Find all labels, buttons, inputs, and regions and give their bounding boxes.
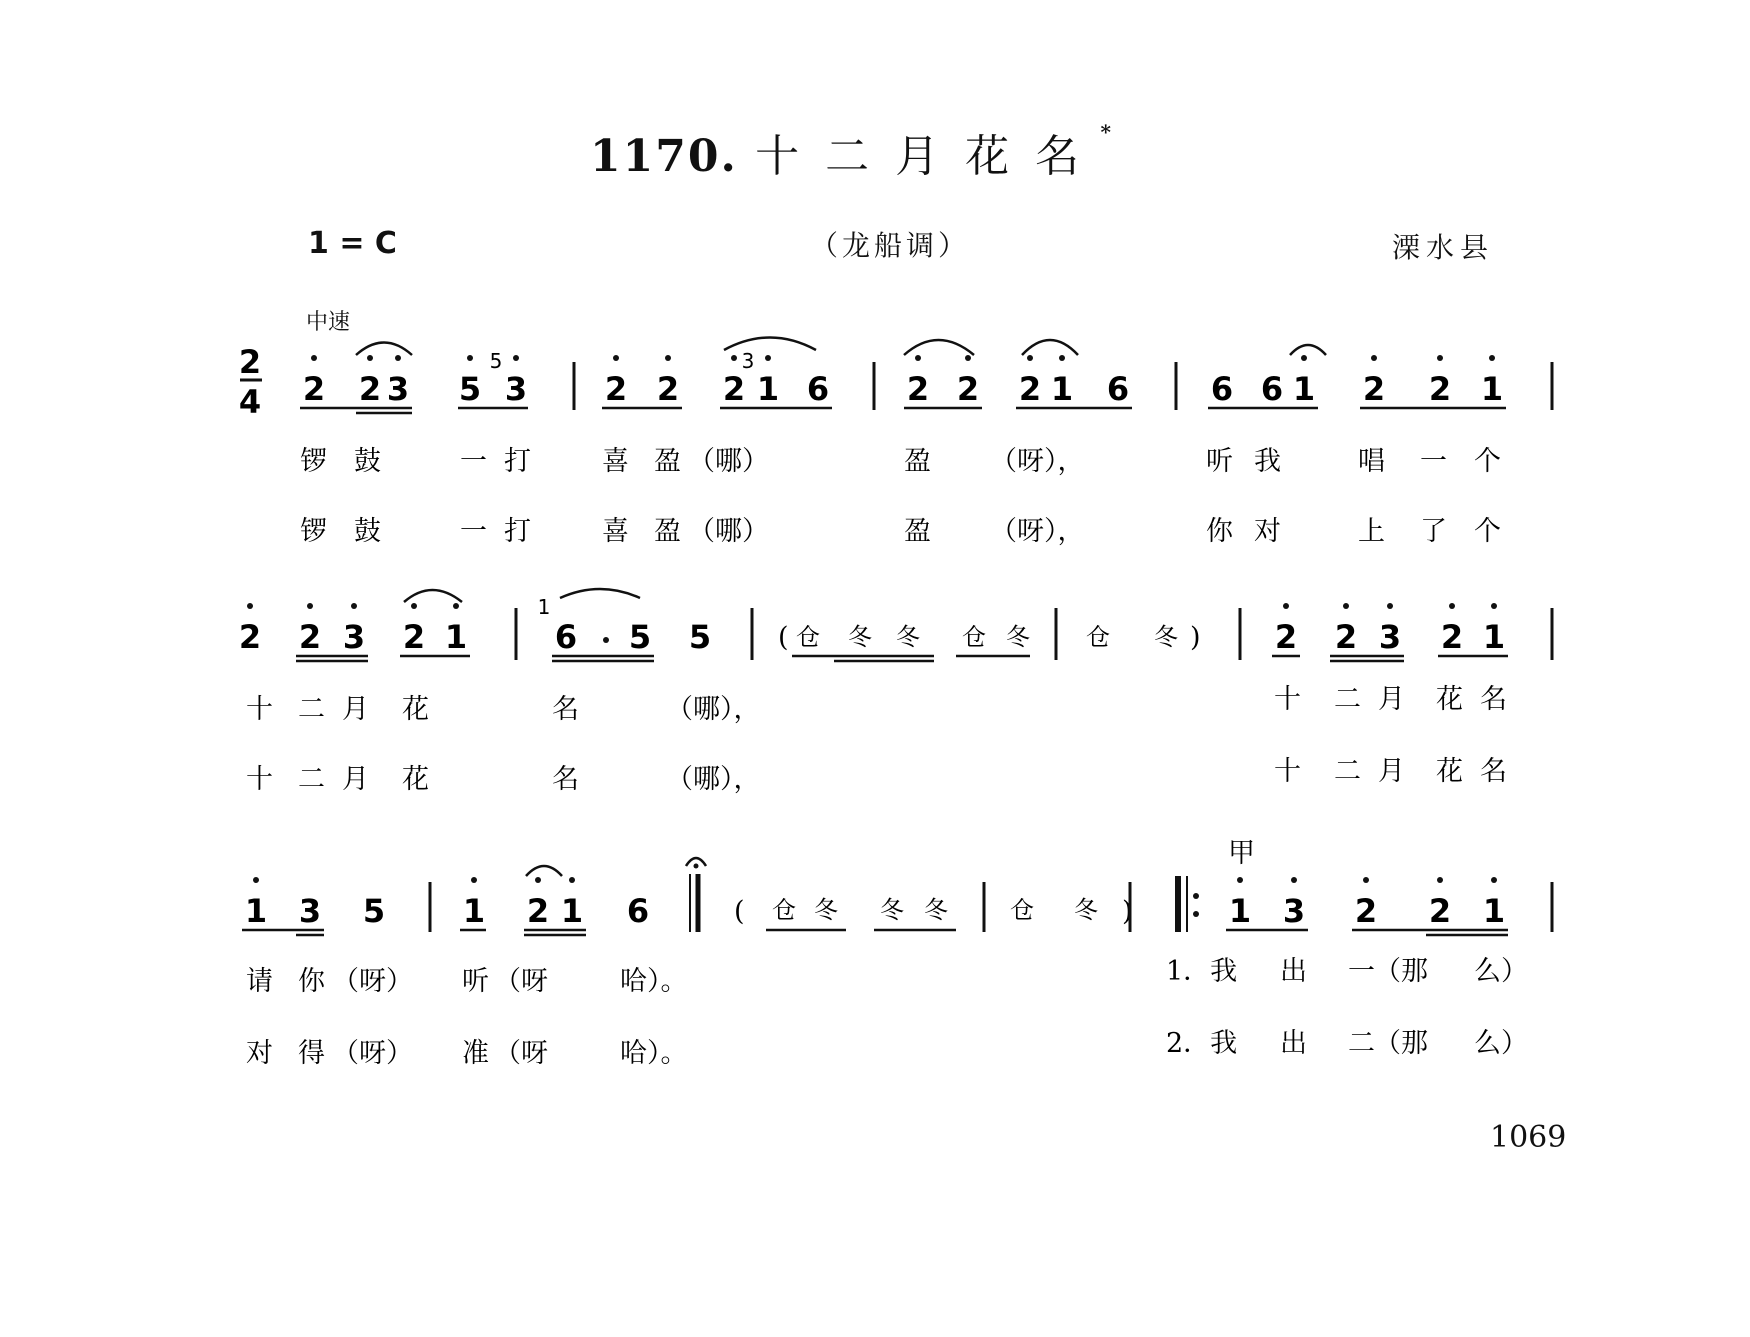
note: 1 — [1228, 892, 1252, 930]
lyric: 了 — [1420, 516, 1447, 547]
lyric: 哈）。 — [620, 966, 688, 997]
lyric: （哪） — [688, 446, 769, 477]
lyric: 鼓 — [354, 516, 381, 547]
lyric: （呀 — [494, 1038, 548, 1069]
lyric: 盈 — [654, 516, 681, 547]
lyric: （呀） — [332, 966, 413, 997]
beams — [242, 930, 1508, 935]
lyric: 一 — [460, 516, 487, 547]
percussion-syllable: 冬 — [880, 896, 904, 924]
lyric: 一 — [460, 446, 487, 477]
note: 5 — [628, 618, 652, 656]
note: 1 — [1482, 892, 1506, 930]
note: 1 — [1482, 618, 1506, 656]
percussion-syllable: 仓 — [962, 623, 986, 651]
lyric: 二 — [1348, 1028, 1375, 1059]
lyric: 十 — [1274, 756, 1301, 787]
note: 3 — [386, 370, 410, 408]
lyric: 对 — [246, 1038, 273, 1069]
lyric: 月 — [1378, 756, 1405, 787]
lyric: 花 — [402, 764, 429, 795]
lyric: （哪）， — [666, 694, 761, 725]
lyric: 出 — [1280, 956, 1307, 987]
note: 2 — [956, 370, 980, 408]
lyric: （哪） — [688, 516, 769, 547]
fermata-dot — [694, 864, 699, 869]
time-signature-lower: 4 — [238, 383, 262, 421]
note: 1 — [244, 892, 268, 930]
key-signature: 1 = C — [308, 226, 397, 261]
note: 2 — [604, 370, 628, 408]
lyric: 出 — [1280, 1028, 1307, 1059]
note: 2 — [1334, 618, 1358, 656]
note: 1 — [560, 892, 584, 930]
page-number: 1069 — [1490, 1120, 1567, 1155]
grace-note: 5 — [489, 349, 503, 373]
slurs — [404, 589, 640, 602]
lyric: 花 — [1436, 684, 1463, 715]
tune-subtitle: （龙船调） — [810, 229, 971, 262]
note: 1 — [1480, 370, 1504, 408]
percussion-close-paren: ) — [1190, 622, 1201, 653]
lyric: 二 — [298, 694, 325, 725]
lyric: 月 — [342, 694, 369, 725]
lyric: 锣 — [300, 516, 327, 547]
note: 6 — [1260, 370, 1284, 408]
lyric: 二 — [298, 764, 325, 795]
score-row-1 — [239, 338, 1552, 548]
lyric: 月 — [342, 764, 369, 795]
note: 5 — [362, 892, 386, 930]
lyric: 十 — [246, 694, 273, 725]
note: 2 — [302, 370, 326, 408]
percussion-syllable: 仓 — [796, 623, 820, 651]
lyric: 喜 — [602, 446, 629, 477]
octave-dots — [247, 603, 1497, 609]
note: 2 — [298, 618, 322, 656]
lyric: 对 — [1254, 516, 1281, 547]
lyric: 名 — [1480, 756, 1507, 787]
note: 1 — [462, 892, 486, 930]
percussion-open-paren: ( — [778, 622, 789, 653]
percussion-syllable: 冬 — [1074, 896, 1098, 924]
percussion-syllable: 冬 — [814, 896, 838, 924]
lyric: 花 — [1436, 756, 1463, 787]
lyric: （呀 — [494, 966, 548, 997]
lyric: 1．我 — [1166, 956, 1238, 987]
grace-note: 3 — [741, 349, 755, 373]
percussion-syllable: 冬 — [1006, 623, 1030, 651]
note: 6 — [806, 370, 830, 408]
lyric: 十 — [246, 764, 273, 795]
note: 2 — [656, 370, 680, 408]
lyric: 你 — [1206, 516, 1233, 547]
octave-dots — [311, 355, 1495, 361]
note: 6 — [554, 618, 578, 656]
note: 1 — [444, 618, 468, 656]
ending-mark: 甲 — [1228, 838, 1255, 869]
note: 3 — [504, 370, 528, 408]
note: 3 — [1282, 892, 1306, 930]
song-name: 十二月花名 — [755, 131, 1106, 182]
note: 2 — [402, 618, 426, 656]
note: 5 — [458, 370, 482, 408]
octave-dots — [253, 877, 1497, 883]
lyric: 听 — [1206, 446, 1233, 477]
score-row-3 — [242, 838, 1552, 1069]
percussion-syllable: 冬 — [924, 896, 948, 924]
repeat-start — [1178, 876, 1199, 932]
lyric: 一 — [1348, 956, 1375, 987]
lyric: 上 — [1358, 516, 1385, 547]
lyric: 2．我 — [1166, 1028, 1238, 1059]
lyric: （哪）， — [666, 764, 761, 795]
percussion-syllable: 冬 — [1154, 623, 1178, 651]
percussion-syllable: 冬 — [896, 623, 920, 651]
lyric: 二 — [1334, 684, 1361, 715]
lyric: 月 — [1378, 684, 1405, 715]
lyric: 名 — [552, 764, 579, 795]
percussion-syllable: 仓 — [1010, 896, 1034, 924]
lyric: （那 — [1374, 956, 1428, 987]
lyric: 喜 — [602, 516, 629, 547]
lyric: （呀）， — [990, 446, 1085, 477]
lyric: 一 — [1420, 446, 1447, 477]
note: 1 — [756, 370, 780, 408]
lyric: 二 — [1334, 756, 1361, 787]
double-barline — [690, 874, 698, 932]
barlines — [430, 882, 1552, 932]
footnote-mark: * — [1100, 120, 1113, 144]
lyric: 我 — [1254, 446, 1281, 477]
lyric: 得 — [298, 1038, 325, 1069]
note: 2 — [1440, 618, 1464, 656]
note: 2 — [358, 370, 382, 408]
score-row-2 — [239, 589, 1552, 795]
note: 2 — [722, 370, 746, 408]
beams — [300, 408, 1506, 413]
lyric: （呀） — [332, 1038, 413, 1069]
note: 2 — [1354, 892, 1378, 930]
lyric: 盈 — [904, 516, 931, 547]
source-county: 溧水县 — [1392, 231, 1495, 264]
lyric: 么） — [1474, 956, 1528, 987]
note: 2 — [238, 618, 262, 656]
song-number: 1170. — [590, 131, 738, 182]
time-signature-upper: 2 — [238, 343, 262, 381]
lyric: 名 — [552, 694, 579, 725]
tempo-marking: 中速 — [306, 310, 351, 335]
note: 1 — [1292, 370, 1316, 408]
lyric: 个 — [1474, 516, 1501, 547]
grace-note: 1 — [537, 595, 551, 619]
lyric: 盈 — [904, 446, 931, 477]
note: 2 — [1362, 370, 1386, 408]
note: 2 — [1428, 892, 1452, 930]
note: 3 — [1378, 618, 1402, 656]
percussion-syllable: 冬 — [848, 623, 872, 651]
note: 2 — [526, 892, 550, 930]
lyric: 哈）。 — [620, 1038, 688, 1069]
lyric: 花 — [402, 694, 429, 725]
note: 6 — [1210, 370, 1234, 408]
lyric: 准 — [462, 1038, 489, 1069]
lyric: 盈 — [654, 446, 681, 477]
lyric: 个 — [1474, 446, 1501, 477]
slurs — [526, 858, 706, 876]
lyric: 名 — [1480, 684, 1507, 715]
note: 1 — [1050, 370, 1074, 408]
lyric: 打 — [504, 516, 531, 547]
beams — [296, 656, 1508, 661]
augmentation-dot — [603, 637, 609, 643]
note: 2 — [906, 370, 930, 408]
lyric: （呀）， — [990, 516, 1085, 547]
percussion-close-paren: ) — [1122, 896, 1133, 927]
note: 2 — [1018, 370, 1042, 408]
note: 6 — [626, 892, 650, 930]
percussion-syllable: 仓 — [1086, 623, 1110, 651]
percussion-syllable: 仓 — [772, 896, 796, 924]
lyric: 听 — [462, 966, 489, 997]
lyric: 鼓 — [354, 446, 381, 477]
lyric: 锣 — [300, 446, 327, 477]
lyric: 唱 — [1358, 446, 1385, 477]
lyric: （那 — [1374, 1028, 1428, 1059]
note: 2 — [1428, 370, 1452, 408]
lyric: 你 — [298, 966, 325, 997]
lyric: 打 — [504, 446, 531, 477]
lyric: 请 — [246, 966, 273, 997]
note: 2 — [1274, 618, 1298, 656]
note: 3 — [298, 892, 322, 930]
note: 5 — [688, 618, 712, 656]
lyric: 么） — [1474, 1028, 1528, 1059]
note: 3 — [342, 618, 366, 656]
percussion-open-paren: ( — [734, 896, 745, 927]
lyric: 十 — [1274, 684, 1301, 715]
note: 6 — [1106, 370, 1130, 408]
